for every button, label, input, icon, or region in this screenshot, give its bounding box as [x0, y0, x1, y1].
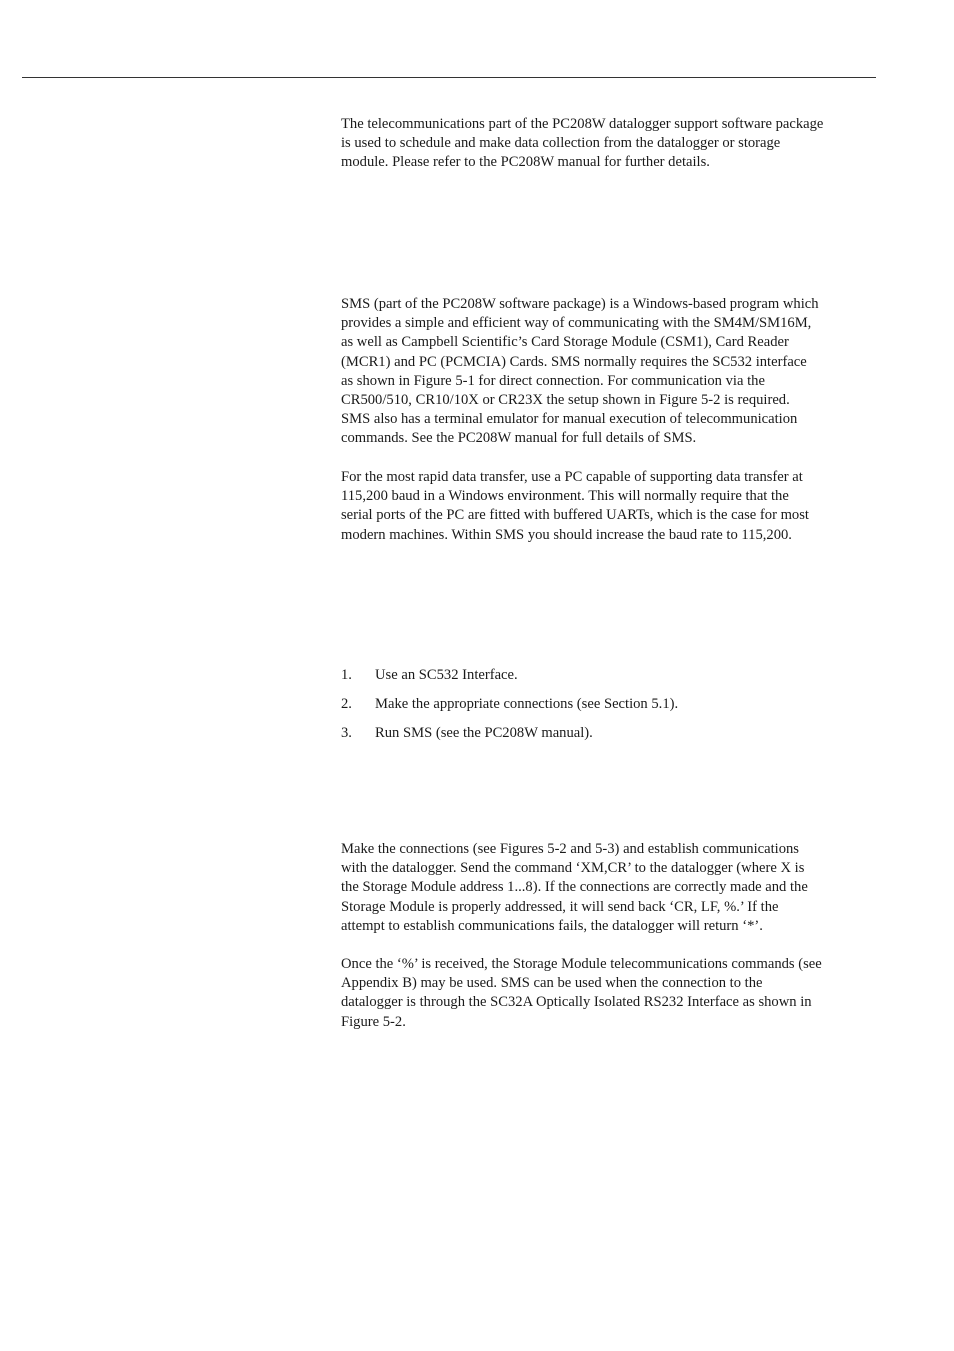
- text-line: provides a simple and efficient way of communicating with the SM4M/SM16M,: [341, 315, 812, 332]
- text-line: Make the connections (see Figures 5-2 and 5-3) and establish communications: [341, 841, 799, 857]
- text-line: with the datalogger. Send the command ‘XM,CR’ to the datalogger (where X is: [341, 860, 805, 877]
- step-number: 1.: [341, 667, 352, 683]
- text-line: Appendix B) may be used. SMS can be used when the connection to the: [341, 975, 763, 992]
- text-line: CR500/510, CR10/10X or CR23X the setup shown in Figure 5-2 is required.: [341, 392, 790, 409]
- text-line: serial ports of the PC are fitted with buffered UARTs, which is the case for most: [341, 507, 809, 524]
- paragraph-rapid-transfer: [341, 468, 873, 545]
- text-line: Once the ‘%’ is received, the Storage Module telecommunications commands (see: [341, 956, 822, 972]
- text-line: SMS (part of the PC208W software package) is a Windows-based program which: [341, 296, 819, 312]
- paragraph-once-received: [341, 955, 873, 1032]
- paragraph-connections: [341, 840, 873, 936]
- text-line: For the most rapid data transfer, use a PC capable of supporting data transfer at: [341, 469, 803, 485]
- step-text: Make the appropriate connections (see Section 5.1).: [375, 696, 679, 712]
- text-line: Storage Module is properly addressed, it will send back ‘CR, LF, %.’ If the: [341, 898, 779, 915]
- text-line: Figure 5-2.: [341, 1013, 406, 1030]
- text-line: SMS also has a terminal emulator for manual execution of telecommunication: [341, 411, 798, 428]
- text-line: 115,200 baud in a Windows environment. This will normally require that the: [341, 488, 789, 505]
- step-text: Use an SC532 Interface.: [375, 667, 518, 683]
- text-line: attempt to establish communications fails, the datalogger will return ‘*’.: [341, 917, 763, 934]
- step-text: Run SMS (see the PC208W manual).: [375, 725, 593, 741]
- text-line: (MCR1) and PC (PCMCIA) Cards. SMS normally requires the SC532 interface: [341, 353, 807, 370]
- step-number: 2.: [341, 696, 352, 712]
- text-line: commands. See the PC208W manual for full details of SMS.: [341, 430, 697, 447]
- paragraph-sms: [341, 295, 873, 449]
- text-line: module. Please refer to the PC208W manual for further details.: [341, 154, 710, 171]
- text-line: The telecommunications part of the PC208W datalogger support software package: [341, 116, 824, 132]
- text-line: as well as Campbell Scientific’s Card Storage Module (CSM1), Card Reader: [341, 334, 789, 351]
- header-rule: [22, 77, 876, 78]
- text-line: the Storage Module address 1...8). If the connections are correctly made and the: [341, 879, 808, 896]
- text-line: datalogger is through the SC32A Optically Isolated RS232 Interface as shown in: [341, 994, 812, 1011]
- text-line: is used to schedule and make data collection from the datalogger or storage: [341, 135, 781, 152]
- text-line: as shown in Figure 5-1 for direct connection. For communication via the: [341, 372, 765, 389]
- paragraph-intro: [341, 115, 873, 173]
- text-line: modern machines. Within SMS you should increase the baud rate to 115,200.: [341, 526, 792, 543]
- step-number: 3.: [341, 725, 352, 741]
